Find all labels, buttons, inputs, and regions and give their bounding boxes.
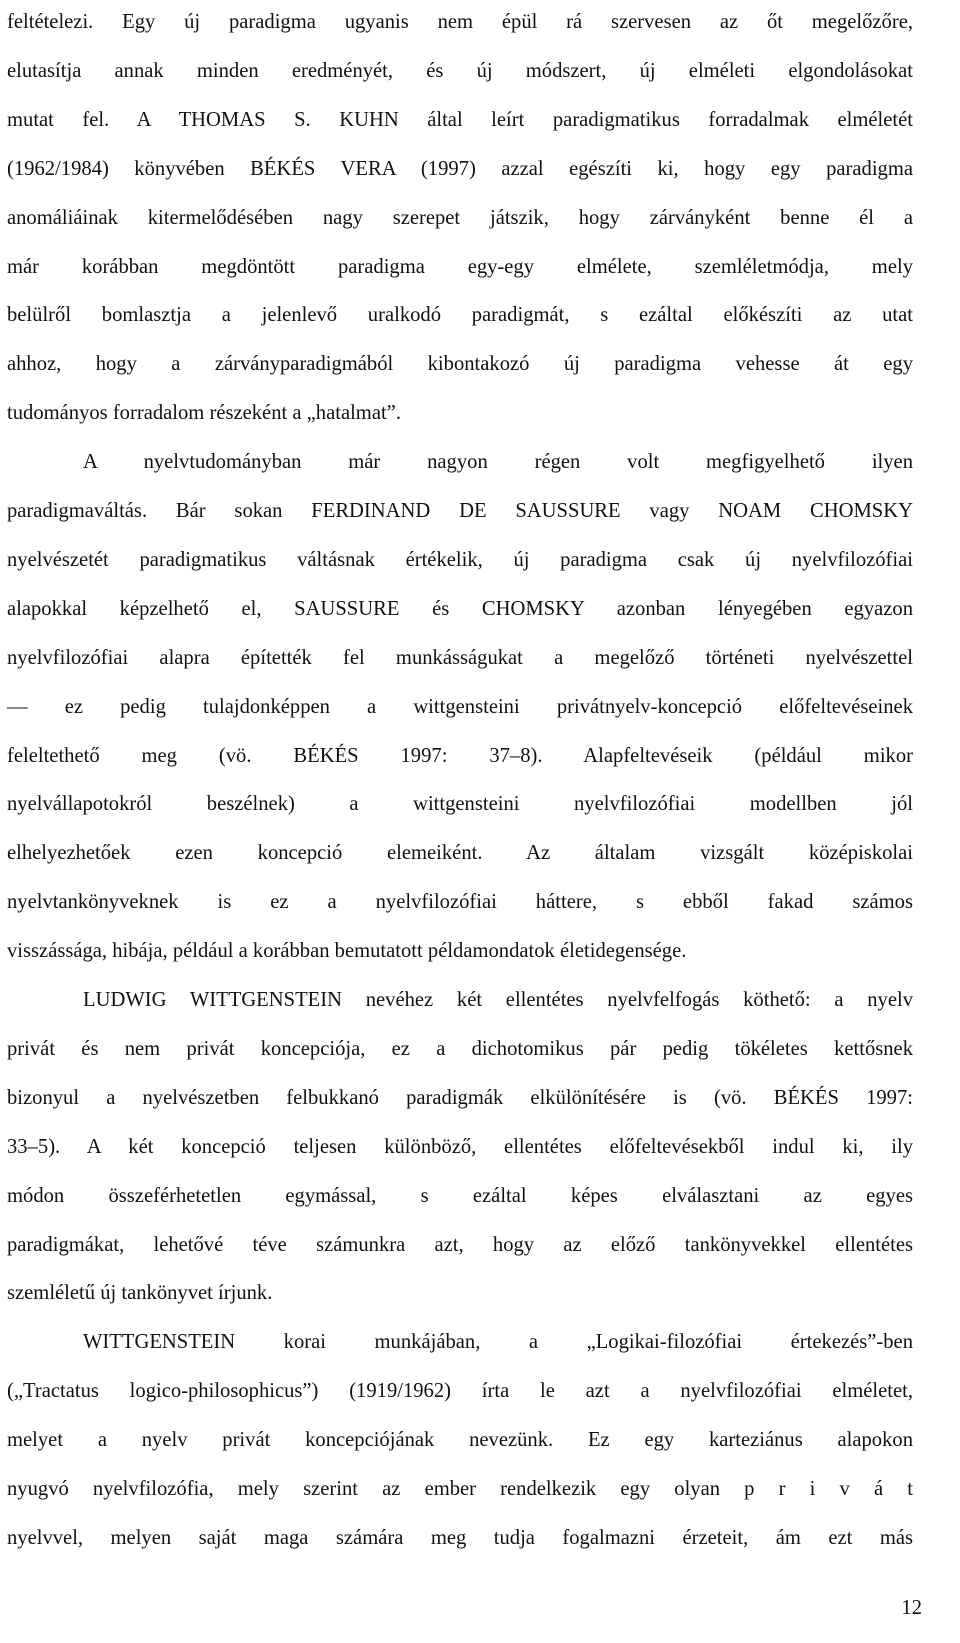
text-line: (1962/1984) könyvében BÉKÉS VERA (1997) azzal egészíti ki, hogy egy paradigma: [7, 157, 913, 180]
text-line: paradigmaváltás. Bár sokan FERDINAND DE SAUSSURE vagy NOAM CHOMSKY: [7, 500, 913, 522]
text-line: alapokkal képzelhető el, SAUSSURE és CHOMSKY azonban lényegében egyazon: [7, 597, 913, 620]
text-line: nyelvvel, melyen saját maga számára meg tudja fogalmazni érzeteit, ám ezt más: [7, 1526, 913, 1549]
text-line: visszássága, hibája, például a korábban bemutatott példamondatok életidegensége.: [7, 940, 687, 963]
text-line: anomáliáinak kitermelődésében nagy szerepet játszik, hogy zárványként benne él a: [7, 206, 913, 229]
text-line: privát és nem privát koncepciója, ez a dichotomikus pár pedig tökéletes kettősnek: [7, 1037, 913, 1060]
text-line: melyet a nyelv privát koncepciójának nevezünk. Ez egy karteziánus alapokon: [7, 1429, 913, 1452]
text-line: elutasítja annak minden eredményét, és új módszert, új elméleti elgondolásokat: [7, 59, 913, 82]
text-line: már korábban megdöntött paradigma egy-egy elmélete, szemléletmódja, mely: [7, 255, 913, 278]
text-line: paradigmákat, lehetővé téve számunkra azt, hogy az előző tankönyvekkel ellentétes: [7, 1233, 913, 1256]
text-line: WITTGENSTEIN korai munkájában, a „Logikai-filozófiai értekezés”-ben: [83, 1331, 913, 1354]
text-line: nyelvállapotokról beszélnek) a wittgensteini nyelvfilozófiai modellben jól: [7, 793, 913, 816]
text-line: mutat fel. A THOMAS S. KUHN által leírt paradigmatikus forradalmak elméletét: [7, 108, 913, 131]
text-line: belülről bomlasztja a jelenlevő uralkodó paradigmát, s ezáltal előkészíti az utat: [7, 304, 913, 327]
text-line: LUDWIG WITTGENSTEIN nevéhez két ellentétes nyelvfelfogás köthető: a nyelv: [83, 989, 913, 1011]
text-line: nyelvtankönyveknek is ez a nyelvfilozófiai háttere, s ebből fakad számos: [7, 891, 913, 914]
text-line: tudományos forradalom részeként a „hatalmat”.: [7, 402, 401, 425]
text-line: szemléletű új tankönyvet írjunk.: [7, 1282, 273, 1305]
text-line: A nyelvtudományban már nagyon régen volt megfigyelhető ilyen: [83, 451, 913, 474]
text-line: feleltethető meg (vö. BÉKÉS 1997: 37–8). Alapfeltevéseik (például mikor: [7, 744, 913, 767]
text-line: („Tractatus logico-philosophicus”) (1919/1962) írta le azt a nyelvfilozófiai elméletet,: [7, 1380, 913, 1403]
text-line: elhelyezhetőek ezen koncepció elemeiként. Az általam vizsgált középiskolai: [7, 842, 913, 865]
text-line: nyelvfilozófiai alapra építették fel munkásságukat a megelőző történeti nyelvészettel: [7, 646, 913, 669]
text-line: nyelvészetét paradigmatikus váltásnak értékelik, új paradigma csak új nyelvfilozófiai: [7, 548, 913, 571]
text-line: módon összeférhetetlen egymással, s ezáltal képes elválasztani az egyes: [7, 1184, 913, 1207]
text-line: 33–5). A két koncepció teljesen különböző, ellentétes előfeltevésekből indul ki, ily: [7, 1135, 913, 1158]
text-line: feltételezi. Egy új paradigma ugyanis nem épül rá szervesen az őt megelőzőre,: [7, 11, 913, 33]
text-line: ahhoz, hogy a zárványparadigmából kibontakozó új paradigma vehesse át egy: [7, 353, 913, 376]
text-line: — ez pedig tulajdonképpen a wittgensteini privátnyelv-koncepció előfeltevéseinek: [7, 695, 913, 718]
text-line: nyugvó nyelvfilozófia, mely szerint az ember rendelkezik egy olyan p r i v á t: [7, 1478, 913, 1500]
text-line: bizonyul a nyelvészetben felbukkanó paradigmák elkülönítésére is (vö. BÉKÉS 1997:: [7, 1086, 913, 1109]
page-number: 12: [901, 1597, 922, 1619]
